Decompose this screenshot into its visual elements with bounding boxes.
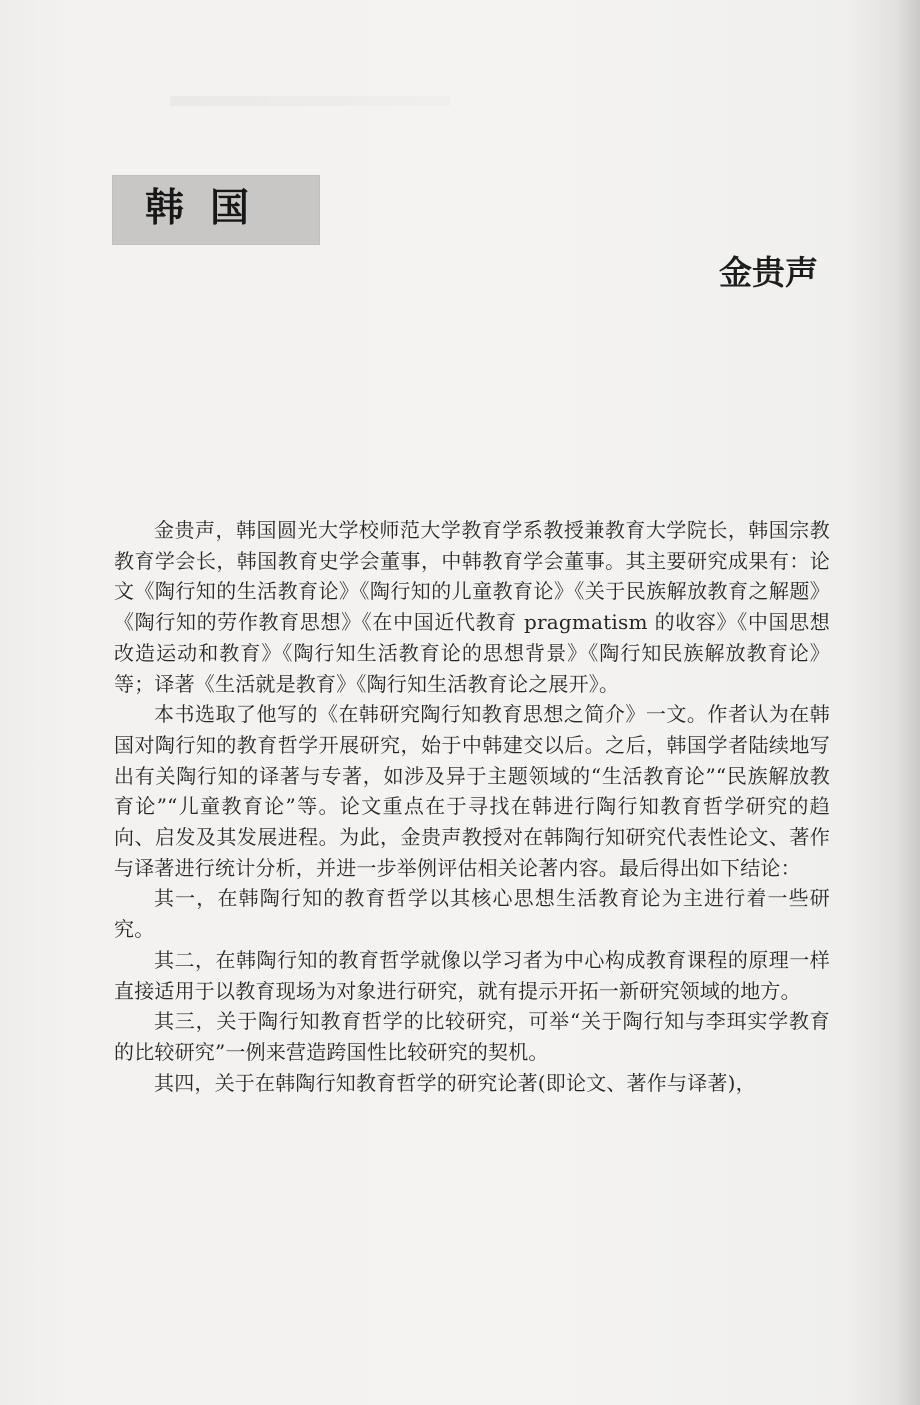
paragraph-1: 金贵声，韩国圆光大学校师范大学教育学系教授兼教育大学院长，韩国宗教教育学会长，韩国教育史学会董事，中韩教育学会董事。其主要研究成果有：论文《陶行知的生活教育论》《陶行知的儿童教育论》《关于民族解放教育之解题》《陶行知的劳作教育思想》《在中国近代教育 pragmatism 的收容》《中国思想改造运动和教育》《陶行知生活教育论的思想背景》《陶行知民族解放教育论》等；译著《生活就是教育》《陶行知生活教育论之展开》。 (114, 518, 830, 696)
paragraph-5: 其三，关于陶行知教育哲学的比较研究，可举“关于陶行知与李珥实学教育的比较研究”一例来营造跨国性比较研究的契机。 (114, 1009, 830, 1064)
paragraph-3: 其一，在韩陶行知的教育哲学以其核心思想生活教育论为主进行着一些研究。 (114, 886, 830, 942)
faint-running-head-mark (170, 96, 450, 106)
paragraph-2: 本书选取了他写的《在韩研究陶行知教育思想之简介》一文。作者认为在韩国对陶行知的教育哲学开展研究，始于中韩建交以后。之后，韩国学者陆续地写出有关陶行知的译著与专著，如涉及异于主题领域的“生活教育论”“民族解放教育论”“儿童教育论”等。论文重点在于寻找在韩进行陶行知教育哲学研究的趋向、启发及其发展进程。为此，金贵声教授对在韩陶行知研究代表性论文、著作与译著进行统计分析，并进一步举例评估相关论著内容。最后得出如下结论： (114, 702, 830, 880)
paragraph-6: 其四，关于在韩陶行知教育哲学的研究论著(即论文、著作与译著)， (154, 1070, 756, 1095)
paragraph-4: 其二，在韩陶行知的教育哲学就像以学习者为中心构成教育课程的原理一样直接适用于以教育现场为对象进行研究，就有提示开拓一新研究领域的地方。 (114, 947, 830, 1003)
article-body (114, 515, 830, 1098)
page-edge-shadow (896, 0, 920, 1405)
section-title: 韩国 (145, 186, 276, 231)
author-name: 金贵声 (719, 253, 818, 292)
